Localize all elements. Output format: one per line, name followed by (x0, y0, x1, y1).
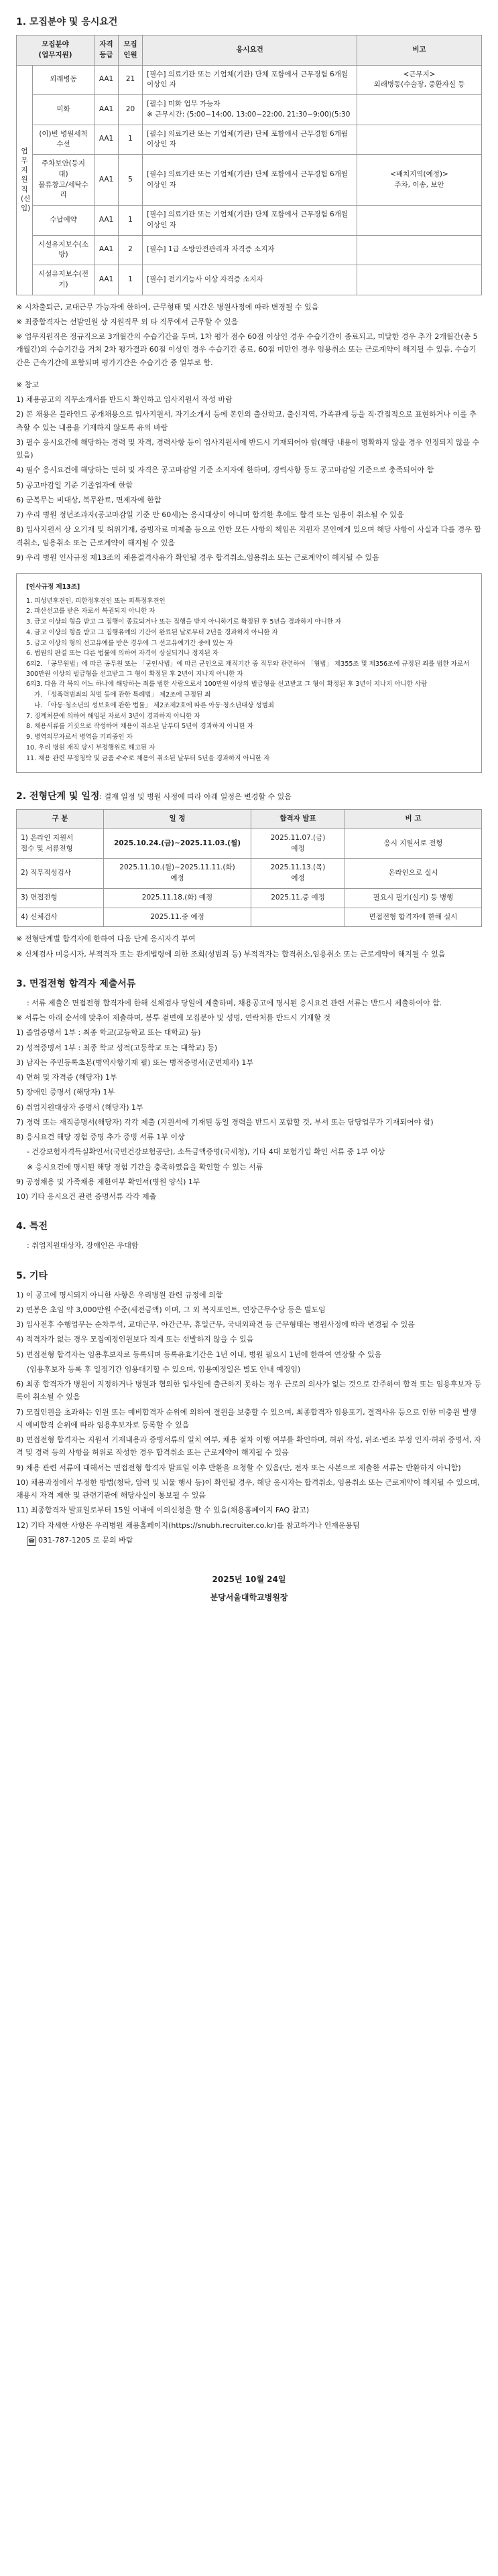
box-line: 6. 법원의 판결 또는 다른 법률에 의하여 자격이 상실되거나 정지된 자 (26, 650, 219, 658)
schedule-title-suffix: : 결재 일정 및 병원 사정에 따라 아래 일정은 변경할 수 있음 (99, 792, 292, 802)
requirement-cell: [필수] 의료기관 또는 기업체(기관) 단체 포함에서 근무경험 6개월 이상인 자 (143, 125, 357, 155)
box-line: 1. 피성년후견인, 피한정후견인 또는 피특정후견인 (26, 597, 166, 605)
reference-item: 4) 필수 응시요건에 해당하는 면허 및 자격은 공고마감일 기준 소지자에 한하며, 경력사항 등도 공고마감일 기준으로 충족되어야 함 (16, 466, 434, 475)
announce-cell: 2025.11.13.(목) 예정 (251, 859, 345, 889)
header-announce: 합격자 발표 (251, 810, 345, 829)
section-schedule (16, 789, 482, 960)
etc-item: 7) 모집인원을 초과하는 인원 또는 예비합격자 순위에 의하여 결원을 보충할 수 있으며, 최종합격자 임용포기, 결격사유 등으로 인한 미충원 발생 시 예비합격 순위에 따라 임용후보자로 등록할 수 있음 (16, 1407, 477, 1429)
requirement-cell: [필수] 미화 업무 가능자 ※ 근무시간: (5:00~14:00, 13:00~22:00, 21:30~9:00)(5:30 (143, 95, 357, 125)
box-line: 7. 징계처분에 의하여 해임된 자로서 3년이 경과하지 아니한 자 (26, 712, 200, 720)
note-cell (357, 235, 482, 265)
stage-cell: 3) 면접전형 (17, 888, 104, 908)
etc-item: 12) 기타 자세한 사항은 우리병원 채용홈페이지(https://snubh.recruiter.co.kr)를 참고하거나 인재운용팀 (16, 1520, 360, 1530)
schedule-table (16, 809, 482, 927)
document-item: 5) 장애인 증명서 (해당자) 1부 (16, 1088, 115, 1097)
count-cell: 1 (119, 206, 143, 236)
count-cell: 21 (119, 65, 143, 95)
etc-item: 4) 적격자가 없는 경우 모집예정인원보다 적게 또는 선발하지 않을 수 있음 (16, 1335, 254, 1344)
etc-body (16, 1289, 482, 1547)
document-item: 3) 남자는 주민등록초본(병역사항기재 필) 또는 병적증명서(군면제자) 1부 (16, 1058, 253, 1067)
box-line: 8. 채용서류를 거짓으로 작성하여 채용이 취소된 날부터 5년이 경과하지 아니한 자 (26, 723, 253, 731)
table-row (17, 859, 482, 889)
reference-title: ※ 참고 (16, 380, 39, 389)
date-cell: 2025.11.중 예정 (104, 908, 251, 927)
section-recruitment-fields (16, 15, 482, 773)
table-header-row (17, 810, 482, 829)
document-item: 1) 졸업증명서 1부 : 최종 학교(고등학교 또는 대학교) 등) (16, 1028, 201, 1037)
side-label: 업무지원직(신입) (17, 65, 33, 295)
documents-body (16, 997, 482, 1204)
table-row (17, 65, 482, 95)
box-line: 2. 파산선고를 받은 자로서 복권되지 아니한 자 (26, 607, 155, 616)
contact-phone[interactable]: 031-787-1205 로 문의 바람 (38, 1535, 133, 1545)
note-cell (357, 206, 482, 236)
reference-item: 3) 필수 응시요건에 해당하는 경력 및 자격, 경력사항 등이 입사지원서에 반드시 기재되어야 함(해당 내용이 명확하지 않을 경우 인정되지 않을 수 있음) (16, 437, 480, 459)
requirement-cell: [필수] 1급 소방안전관리자 자격증 소지자 (143, 235, 357, 265)
reference-item: 1) 채용공고의 직무소개서를 반드시 확인하고 입사지원서 작성 바람 (16, 395, 233, 404)
documents-subtitle: ※ 서류는 아래 순서에 맞추어 제출하며, 봉투 겉면에 모집분야 및 성명, 연락처를 반드시 기재할 것 (16, 1013, 330, 1023)
count-cell: 2 (119, 235, 143, 265)
section-title: 5. 기타 (16, 1270, 48, 1281)
reference-item: 7) 우리 병원 정년조과자(공고마감일 기준 만 60세)는 응시대상이 아니며 합격한 후에도 합격 또는 임용이 취소될 수 있음 (16, 510, 404, 519)
stage-cell: 1) 온라인 지원서 접수 및 서류전형 (17, 829, 104, 859)
note-cell: 온라인으로 실시 (345, 859, 482, 889)
header-field: 모집분야 (업무지원) (17, 35, 95, 66)
section-title: 4. 특전 (16, 1221, 48, 1232)
note-cell: <배치지역(예정)> 주차, 이송, 보안 (357, 155, 482, 206)
reference-notes (16, 378, 482, 564)
field-cell: 외래병동 (33, 65, 95, 95)
note-cell: 면접전형 합격자에 한해 실시 (345, 908, 482, 927)
benefit-line: : 취업지원대상자, 장애인은 우대함 (27, 1241, 139, 1250)
note-line: ※ 최종합격자는 선발인원 상 지원직무 외 타 직무에서 근무할 수 있음 (16, 317, 239, 326)
etc-item: 11) 최종합격자 발표일로부터 15일 이내에 이의신청을 할 수 있음(채용홈페이지 FAQ 참고) (16, 1506, 310, 1515)
announce-cell: 2025.11.07.(금) 예정 (251, 829, 345, 859)
etc-item: 1) 이 공고에 명시되지 아니한 사항은 우리병원 관련 규정에 의함 (16, 1290, 223, 1299)
box-line: 가. 「성폭력범죄의 처벌 등에 관한 특례법」 제2조에 규정된 죄 (34, 691, 211, 699)
header-note: 비고 (357, 35, 482, 66)
box-line: 3. 금고 이상의 형을 받고 그 집행이 종료되거나 또는 집행을 받지 아니하기로 확정된 후 5년을 경과하지 아니한 자 (26, 618, 342, 626)
grade-cell: AA1 (95, 125, 119, 155)
etc-item: 10) 채용과정에서 부정한 방법(청탁, 압력 및 뇌물 행사 등)이 확인될 경우, 해당 응시자는 합격취소, 임용취소 또는 근로계약이 해지될 수 있으며, 채용시 자격 제한 및 관련기관에 해당사실이 통보될 수 있음 (16, 1478, 480, 1500)
header-count: 모집 인원 (119, 35, 143, 66)
footer-date: 2025년 10월 24일 (212, 1575, 286, 1585)
requirement-cell: [필수] 의료기관 또는 기업체(기관) 단체 포함에서 근무경험 6개월 이상인 자 (143, 155, 357, 206)
phone-icon: ☎ (27, 1536, 36, 1546)
grade-cell: AA1 (95, 206, 119, 236)
section-title: 1. 모집분야 및 응시요건 (16, 17, 118, 27)
requirement-cell: [필수] 전기기능사 이상 자격증 소지자 (143, 265, 357, 295)
reference-item: 8) 입사지원서 상 오기재 및 허위기재, 증빙자료 미제출 등으로 인한 모든 사항의 책임은 지원자 본인에게 있으며 해당 사항이 사실과 다를 경우 합격취소, 임용취소 또는 근로계약이 해지될 수 있음 (16, 525, 481, 547)
table-row (17, 265, 482, 295)
recruitment-table (16, 35, 482, 295)
table-row (17, 125, 482, 155)
field-cell: 수납예약 (33, 206, 95, 236)
footer-org: 분당서울대학교병원장 (210, 1592, 288, 1602)
document-item: - 건강보험자격득실확인서(국민건강보험공단), 소득금액증명(국세청), 기타 4대 보험가입 확인 서류 중 1부 이상 (27, 1147, 385, 1157)
field-cell: 시설유지보수(소방) (33, 235, 95, 265)
table-row (17, 95, 482, 125)
note-cell: 필요시 필기(실기) 등 병행 (345, 888, 482, 908)
header-requirement: 응시요건 (143, 35, 357, 66)
note-line: ※ 신체검사 미응시자, 부적격자 또는 관계법령에 의한 조회(성범죄 등) 부적격자는 합격취소,임용취소 또는 근로계약이 해지될 수 있음 (16, 949, 446, 958)
count-cell: 1 (119, 125, 143, 155)
field-cell: 주차보안(등지대) 물류창고/세탁수리 (33, 155, 95, 206)
etc-item: 6) 최종 합격자가 병원이 지정하거나 병원과 협의한 입사일에 출근하지 못하는 경우 근로의 의사가 없는 것으로 간주하여 합격 또는 임용후보자 등록이 취소될 수 있음 (16, 1380, 482, 1402)
section-title (16, 789, 482, 802)
date-cell: 2025.10.24.(금)~2025.11.03.(월) (104, 829, 251, 859)
table-row (17, 908, 482, 927)
header-note: 비 고 (345, 810, 482, 829)
field-cell: 미화 (33, 95, 95, 125)
table-row (17, 155, 482, 206)
document-item: 10) 기타 응시요건 관련 증명서류 각각 제출 (16, 1192, 157, 1202)
etc-item: 9) 채용 관련 서류에 대해서는 면접전형 합격자 발표일 이후 반환을 요청할 수 있음(단, 전자 또는 사본으로 제출한 서류는 반환하지 아니함) (16, 1463, 461, 1472)
footer (16, 1571, 482, 1606)
hr-regulation-box (16, 573, 482, 773)
document-item: ※ 응시요건에 명시된 해당 경험 기간을 충족하였음을 확인할 수 있는 서류 (27, 1162, 263, 1171)
etc-item: 3) 입사전후 수행업무는 순차투석, 교대근무, 야간근무, 휴일근무, 국내외파견 등 근무형태는 병원사정에 따라 변경될 수 있음 (16, 1320, 415, 1330)
announce-cell (251, 908, 345, 927)
note-line: ※ 업무지원직은 정규직으로 3개월간의 수습기간을 두며, 1차 평가 점수 60점 이상인 경우 수습기간이 종료되고, 미달한 경우 추가 2개월간(총 5개월간)의 수습기간을 거쳐 2차 평가결과 60점 이상인 경우 수습기간 종료, 60점 미만인 경우 임용취소 또는 근로계약이 해지될 수 있음. 수습기간은 근속기간에 포함되며 평가기간은 수습기간 중 일부로 함. (16, 332, 478, 367)
section-etc (16, 1269, 482, 1547)
count-cell: 1 (119, 265, 143, 295)
requirement-cell: [필수] 의료기관 또는 기업체(기관) 단체 포함에서 근무경험 6개월 이상인 자 (143, 206, 357, 236)
requirement-cell: [필수] 의료기관 또는 기업체(기관) 단체 포함에서 근무경험 6개월 이상인 자 (143, 65, 357, 95)
section-title: 3. 면접전형 합격자 제출서류 (16, 978, 136, 989)
note-cell: <근무지> 외래병동(수술장, 중환자실 등 (357, 65, 482, 95)
box-line: 11. 채용 관련 부정청탁 및 금품 수수로 채용이 취소된 날부터 5년을 경과하지 아니한 자 (26, 754, 270, 762)
schedule-title: 2. 전형단계 및 일정 (16, 791, 100, 802)
etc-item: 8) 면접전형 합격자는 지원서 기재내용과 증빙서류의 일치 여부, 채용 절차 이행 여부를 확인하며, 허위 작성, 위조·변조 부정 인지·허위 증명서, 자격 및 경력 등의 사항을 허위로 작성한 경우 합격취소 또는 근로계약이 해지될 수 있음 (16, 1435, 481, 1457)
document-item: 6) 취업지원대상자 증명서 (해당자) 1부 (16, 1102, 143, 1112)
table-row (17, 829, 482, 859)
announce-cell: 2025.11.중 예정 (251, 888, 345, 908)
reference-item: 2) 본 채용은 블라인드 공개채용으로 입사지원서, 자기소개서 등에 본인의 출신학교, 출신지역, 가족관계 등을 직·간접적으로 표현하거나 이를 추측할 수 있는 내용을 기재하지 않도록 유의 바람 (16, 410, 477, 432)
count-cell: 20 (119, 95, 143, 125)
contact-line (16, 1534, 482, 1547)
stage-cell: 2) 직무적성검사 (17, 859, 104, 889)
grade-cell: AA1 (95, 265, 119, 295)
etc-item: 2) 연봉은 초임 약 3,000만원 수준(세전금액) 이며, 그 외 복지포인트, 연장근무수당 등은 별도임 (16, 1305, 326, 1314)
box-line: 10. 우리 병원 재직 당시 부정행위로 해고된 자 (26, 743, 155, 752)
grade-cell: AA1 (95, 155, 119, 206)
header-stage: 구 분 (17, 810, 104, 829)
reference-item: 6) 군복무는 비대상, 복무완료, 면제자에 한함 (16, 495, 162, 504)
date-cell: 2025.11.10.(월)~2025.11.11.(화) 예정 (104, 859, 251, 889)
document-item: 4) 면허 및 자격증 (해당자) 1부 (16, 1073, 117, 1082)
field-cell: 시설유지보수(전기) (33, 265, 95, 295)
grade-cell: AA1 (95, 95, 119, 125)
grade-cell: AA1 (95, 65, 119, 95)
box-line: 4. 금고 이상의 형을 받고 그 집행유예의 기간이 완료된 날로부터 2년을 경과하지 아니한 자 (26, 628, 278, 636)
recruitment-notes (16, 301, 482, 369)
box-title: [인사규정 제13조] (26, 583, 80, 591)
note-cell (357, 95, 482, 125)
reference-item: 5) 공고마감일 기준 기졸업자에 한함 (16, 480, 133, 490)
box-line: 5. 금고 이상의 형의 선고유예를 받은 경우에 그 선고유예기간 중에 있는 자 (26, 639, 233, 647)
table-header-row (17, 35, 482, 66)
etc-item: (임용후보자 등록 후 일정기간 임용대기할 수 있으며, 임용예정일은 별도 안내 예정임) (27, 1364, 301, 1374)
table-row (17, 206, 482, 236)
section-benefits (16, 1219, 482, 1252)
box-line: 나. 「아동·청소년의 성보호에 관한 법률」 제2조제2호에 따른 아동·청소년대상 성범죄 (34, 701, 274, 709)
field-cell: (이)빈 병원세척수선 (33, 125, 95, 155)
reference-item: 9) 우리 병원 인사규정 제13조의 채용결격사유가 확인될 경우 합격취소,임용취소 또는 근로계약이 해지될 수 있음 (16, 553, 379, 562)
date-cell: 2025.11.18.(화) 예정 (104, 888, 251, 908)
schedule-notes (16, 932, 482, 960)
note-line: ※ 시차출퇴근, 교대근무 가능자에 한하여, 근무형태 및 시간은 병원사정에 따라 변경될 수 있음 (16, 302, 319, 311)
document-item: 8) 응시요건 해당 경험 증명 추가 증빙 서류 1부 이상 (16, 1133, 185, 1142)
note-line: ※ 전형단계별 합격자에 한하여 다음 단계 응시자격 부여 (16, 934, 196, 944)
header-grade: 자격 등급 (95, 35, 119, 66)
table-row (17, 235, 482, 265)
note-cell (357, 125, 482, 155)
box-line: 9. 병역의무자로서 병역을 기피중인 자 (26, 733, 133, 741)
documents-intro: : 서류 제출은 면접전형 합격자에 한해 신체검사 당일에 제출하며, 채용공고에 명시된 응시요건 관련 서류는 반드시 제출하여야 함. (27, 998, 442, 1007)
stage-cell: 4) 신체검사 (17, 908, 104, 927)
document-item: 2) 성적증명서 1부 : 최종 학교 성적(고등학교 또는 대학교) 등) (16, 1043, 218, 1052)
note-cell: 응시 지원서로 전형 (345, 829, 482, 859)
document-item: 7) 경력 또는 재직증명서(해당자) 각각 제출 (지원서에 기재된 동일 경력을 반드시 포함할 것, 부서 또는 담당업무가 기재되어야 함) (16, 1117, 434, 1127)
grade-cell: AA1 (95, 235, 119, 265)
box-line: 6의2. 「공무원법」에 따른 공무원 또는 「군인사법」에 따른 군인으로 재직기간 중 직무와 관련하여 「형법」 제355조 및 제356조에 규정된 죄를 범한 자로서 300만원 이상의 벌금형을 선고받고 그 형이 확정된 후 2년이 지나지 아니한 자 (26, 660, 470, 678)
header-date: 일 정 (104, 810, 251, 829)
section-documents (16, 977, 482, 1204)
document-item: 9) 공정채용 및 가족채용 제한여부 확인서(병원 양식) 1부 (16, 1177, 200, 1186)
box-line: 6의3. 다음 각 목의 어느 하나에 해당하는 죄를 범한 사람으로서 100만원 이상의 벌금형을 선고받고 그 형이 확정된 후 3년이 지나지 아니한 사람 (26, 681, 428, 689)
etc-item: 5) 면접전형 합격자는 임용후보자로 등록되며 등록유효기간은 1년 이내, 병원 필요시 1년에 한하여 연장할 수 있음 (16, 1350, 382, 1359)
count-cell: 5 (119, 155, 143, 206)
note-cell (357, 265, 482, 295)
table-row (17, 888, 482, 908)
